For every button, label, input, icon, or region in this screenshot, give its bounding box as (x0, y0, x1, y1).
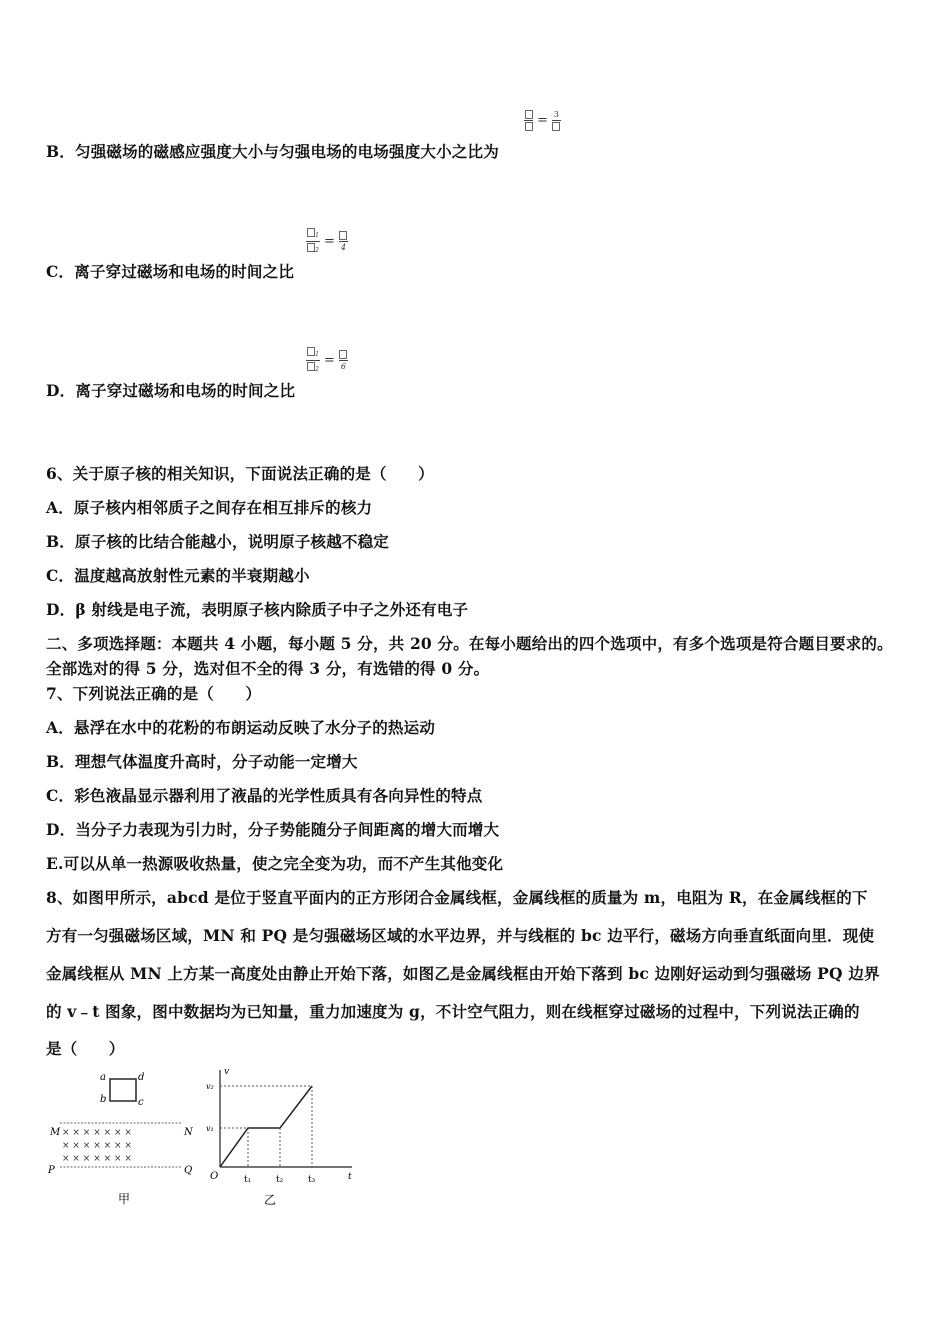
formula-d5: 1 2 = 6 (306, 347, 348, 374)
q6-stem: 6、关于原子核的相关知识，下面说法正确的是（ ） (46, 464, 434, 483)
label-d: d (138, 1072, 145, 1083)
field-row-2: × × × × × × × (62, 1141, 132, 1151)
q6-option-d: D．β 射线是电子流，表明原子核内除质子中子之外还有电子 (46, 600, 469, 619)
q7-option-d: D．当分子力表现为引力时，分子势能随分子间距离的增大而增大 (46, 820, 500, 839)
q7-stem: 7、下列说法正确的是（ ） (46, 684, 262, 703)
origin-label: O (210, 1171, 219, 1182)
q7-option-c: C．彩色液晶显示器利用了液晶的光学性质具有各向异性的特点 (46, 786, 483, 805)
label-c: c (138, 1097, 144, 1108)
axis-v-label: v (224, 1067, 230, 1077)
q6-option-c: C．温度越高放射性元素的半衰期越小 (46, 566, 310, 585)
q6-option-a: A．原子核内相邻质子之间存在相互排斥的核力 (46, 498, 373, 517)
q5-option-d: D．离子穿过磁场和电场的时间之比 (46, 381, 296, 400)
vt-curve (220, 1086, 312, 1167)
figure-yi (200, 1062, 360, 1212)
label-m: M (50, 1127, 61, 1138)
q8-stem-line1: 8、如图甲所示，abcd 是位于竖直平面内的正方形闭合金属线框，金属线框的质量为 m，电阻为 R，在金属线框的下 (46, 888, 868, 907)
label-b: b (100, 1094, 107, 1105)
formula-d5-sub1: 1 (315, 351, 319, 358)
label-n: N (184, 1127, 193, 1138)
formula-b5-num: 3 (553, 110, 559, 119)
label-p: P (48, 1165, 55, 1176)
formula-c5-den: 4 (340, 243, 346, 252)
section2-heading: 二、多项选择题：本题共 4 小题，每小题 5 分，共 20 分。在每小题给出的四个选项中，有多个选项是符合题目要求的。 (46, 634, 893, 653)
square-frame (110, 1079, 136, 1101)
formula-d5-den: 6 (340, 362, 346, 371)
q8-stem-line4: 的 v﹣t 图象，图中数据均为已知量，重力加速度为 g，不计空气阻力，则在线框穿过磁场的过程中，下列说法正确的 (46, 1002, 860, 1021)
q6-option-b: B．原子核的比结合能越小，说明原子核越不稳定 (46, 532, 390, 551)
axis-t-label: t (348, 1172, 352, 1182)
q8-stem-line3: 金属线框从 MN 上方某一高度处由静止开始下落，如图乙是金属线框由开始下落到 bc 边刚好运动到匀强磁场 PQ 边界 (46, 964, 880, 983)
v1-label: v₁ (206, 1124, 214, 1133)
q7-option-e: E.可以从单一热源吸收热量，使之完全变为功，而不产生其他变化 (46, 854, 504, 873)
figure-jia (40, 1065, 210, 1215)
q5-option-c: C．离子穿过磁场和电场的时间之比 (46, 262, 295, 281)
t3-label: t₃ (308, 1175, 316, 1185)
section2-heading-cont: 全部选对的得 5 分，选对但不全的得 3 分，有选错的得 0 分。 (46, 659, 490, 678)
label-q: Q (184, 1165, 193, 1176)
q8-stem-line2: 方有一匀强磁场区域，MN 和 PQ 是匀强磁场区域的水平边界，并与线框的 bc 边平行，磁场方向垂直纸面向里．现使 (46, 926, 875, 945)
v2-label: v₂ (206, 1082, 214, 1091)
caption-jia: 甲 (118, 1192, 131, 1206)
formula-c5-sub1: 1 (315, 232, 319, 239)
q7-option-b: B．理想气体温度升高时，分子动能一定增大 (46, 752, 358, 771)
formula-c5-sub2: 2 (315, 247, 319, 254)
t1-label: t₁ (244, 1175, 252, 1185)
field-row-1: × × × × × × × (62, 1128, 132, 1138)
t2-label: t₂ (276, 1175, 284, 1185)
caption-yi: 乙 (264, 1193, 277, 1207)
q8-stem-line5: 是（ ） (46, 1039, 125, 1058)
formula-b5: = 3 (524, 110, 561, 131)
formula-c5: 1 2 = 4 (306, 228, 348, 255)
label-a: a (100, 1072, 106, 1083)
q5-option-b: B．匀强磁场的磁感应强度大小与匀强电场的电场强度大小之比为 (46, 142, 499, 161)
formula-d5-sub2: 2 (315, 366, 319, 373)
q7-option-a: A．悬浮在水中的花粉的布朗运动反映了水分子的热运动 (46, 718, 436, 737)
field-row-3: × × × × × × × (62, 1154, 132, 1164)
